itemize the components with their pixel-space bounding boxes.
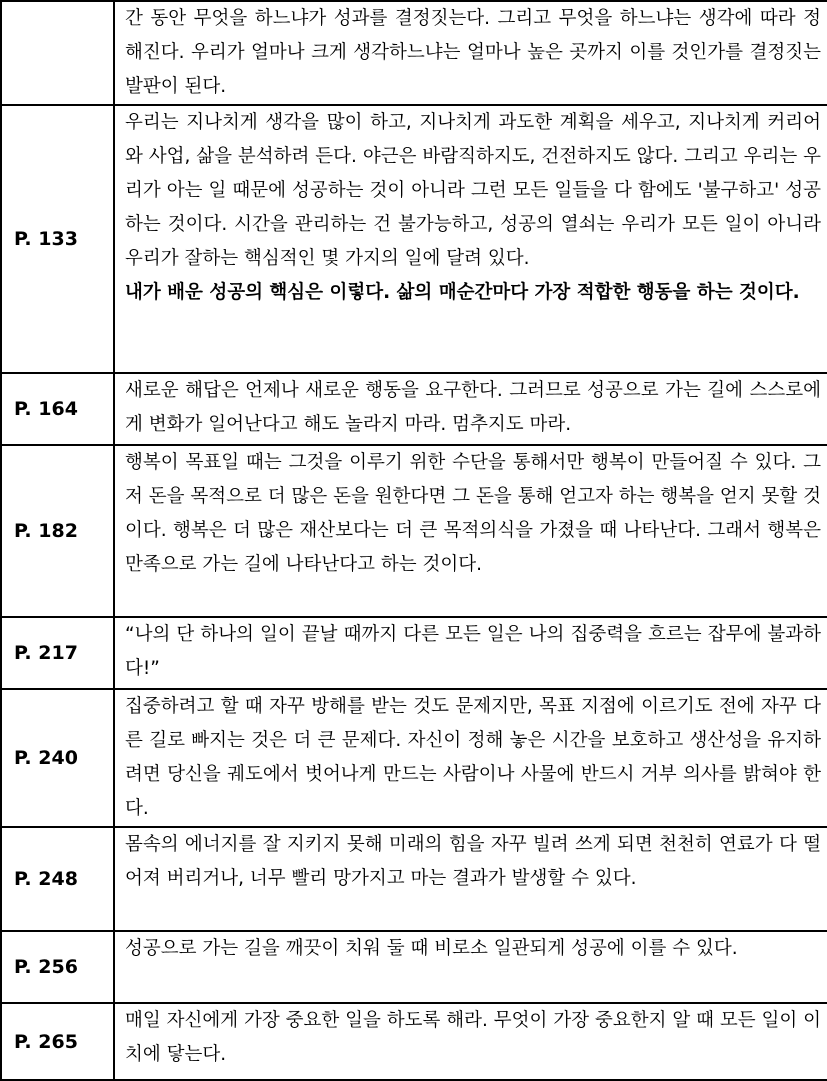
table-row	[1, 931, 827, 1003]
quote-text	[114, 1003, 827, 1080]
quote-paragraph: 매일 자신에게 가장 중요한 일을 하도록 해라. 무엇이 가장 중요한지 알 때 모든 일이 이치에 닿는다.	[125, 1010, 821, 1065]
table-row	[1, 617, 827, 689]
table-row	[1, 1, 827, 105]
quote-paragraph: 새로운 해답은 언제나 새로운 행동을 요구한다. 그러므로 성공으로 가는 길에 스스로에게 변화가 일어난다고 해도 놀라지 마라. 멈추지도 마라.	[125, 380, 821, 435]
table-row	[1, 373, 827, 445]
page-number: P. 248	[1, 827, 114, 931]
quote-text	[114, 617, 827, 689]
page-number: P. 164	[1, 373, 114, 445]
table-row	[1, 827, 827, 931]
quote-paragraph: “나의 단 하나의 일이 끝날 때까지 다른 모든 일은 나의 집중력을 흐르는 잡무에 불과하다!”	[125, 624, 821, 679]
quote-paragraph: 간 동안 무엇을 하느냐가 성과를 결정짓는다. 그리고 무엇을 하느냐는 생각에 따라 정해진다. 우리가 얼마나 크게 생각하느냐는 얼마나 높은 곳까지 이를 것인가를 결정짓는 발판이 된다.	[125, 8, 821, 97]
quote-text	[114, 1, 827, 105]
quote-paragraph: 집중하려고 할 때 자꾸 방해를 받는 것도 문제지만, 목표 지점에 이르기도 전에 자꾸 다른 길로 빠지는 것은 더 큰 문제다. 자신이 정해 놓은 시간을 보호하고 생산성을 유지하려면 당신을 궤도에서 벗어나게 만드는 사람이나 사물에 반드시 거부 의사를 밝혀야 한다.	[125, 696, 821, 819]
table-row	[1, 689, 827, 827]
page-number: P. 240	[1, 689, 114, 827]
page-number: P. 256	[1, 931, 114, 1003]
quote-paragraph: 몸속의 에너지를 잘 지키지 못해 미래의 힘을 자꾸 빌려 쓰게 되면 천천히 연료가 다 떨어져 버리거나, 너무 빨리 망가지고 마는 결과가 발생할 수 있다.	[125, 834, 821, 889]
key-insight: 내가 배운 성공의 핵심은 이렇다. 삶의 매순간마다 가장 적합한 행동을 하는 것이다.	[125, 282, 800, 303]
quote-paragraph: 성공으로 가는 길을 깨끗이 치워 둘 때 비로소 일관되게 성공에 이를 수 있다.	[125, 938, 738, 959]
quote-text	[114, 827, 827, 931]
page-number: P. 265	[1, 1003, 114, 1080]
page-number: P. 182	[1, 445, 114, 617]
page-number: P. 217	[1, 617, 114, 689]
quote-text	[114, 373, 827, 445]
table-row	[1, 445, 827, 617]
quote-text	[114, 445, 827, 617]
page-number: P. 133	[1, 105, 114, 373]
quote-text	[114, 689, 827, 827]
quote-paragraph: 행복이 목표일 때는 그것을 이루기 위한 수단을 통해서만 행복이 만들어질 수 있다. 그저 돈을 목적으로 더 많은 돈을 원한다면 그 돈을 통해 얻고자 하는 행복을 얻지 못할 것이다. 행복은 더 많은 재산보다는 더 큰 목적의식을 가졌을 때 나타난다. 그래서 행복은 만족으로 가는 길에 나타난다고 하는 것이다.	[125, 452, 821, 575]
table-row	[1, 105, 827, 373]
quote-text	[114, 931, 827, 1003]
quote-paragraph: 우리는 지나치게 생각을 많이 하고, 지나치게 과도한 계획을 세우고, 지나치게 커리어와 사업, 삶을 분석하려 든다. 야근은 바람직하지도, 건전하지도 않다. 그리고 우리는 우리가 아는 일 때문에 성공하는 것이 아니라 그런 모든 일들을 다 함에도 '불구하고' 성공하는 것이다. 시간을 관리하는 건 불가능하고, 성공의 열쇠는 우리가 모든 일이 아니라 우리가 잘하는 핵심적인 몇 가지의 일에 달려 있다.	[125, 112, 821, 269]
quote-text	[114, 105, 827, 373]
page-number	[1, 1, 114, 105]
table-row	[1, 1003, 827, 1080]
